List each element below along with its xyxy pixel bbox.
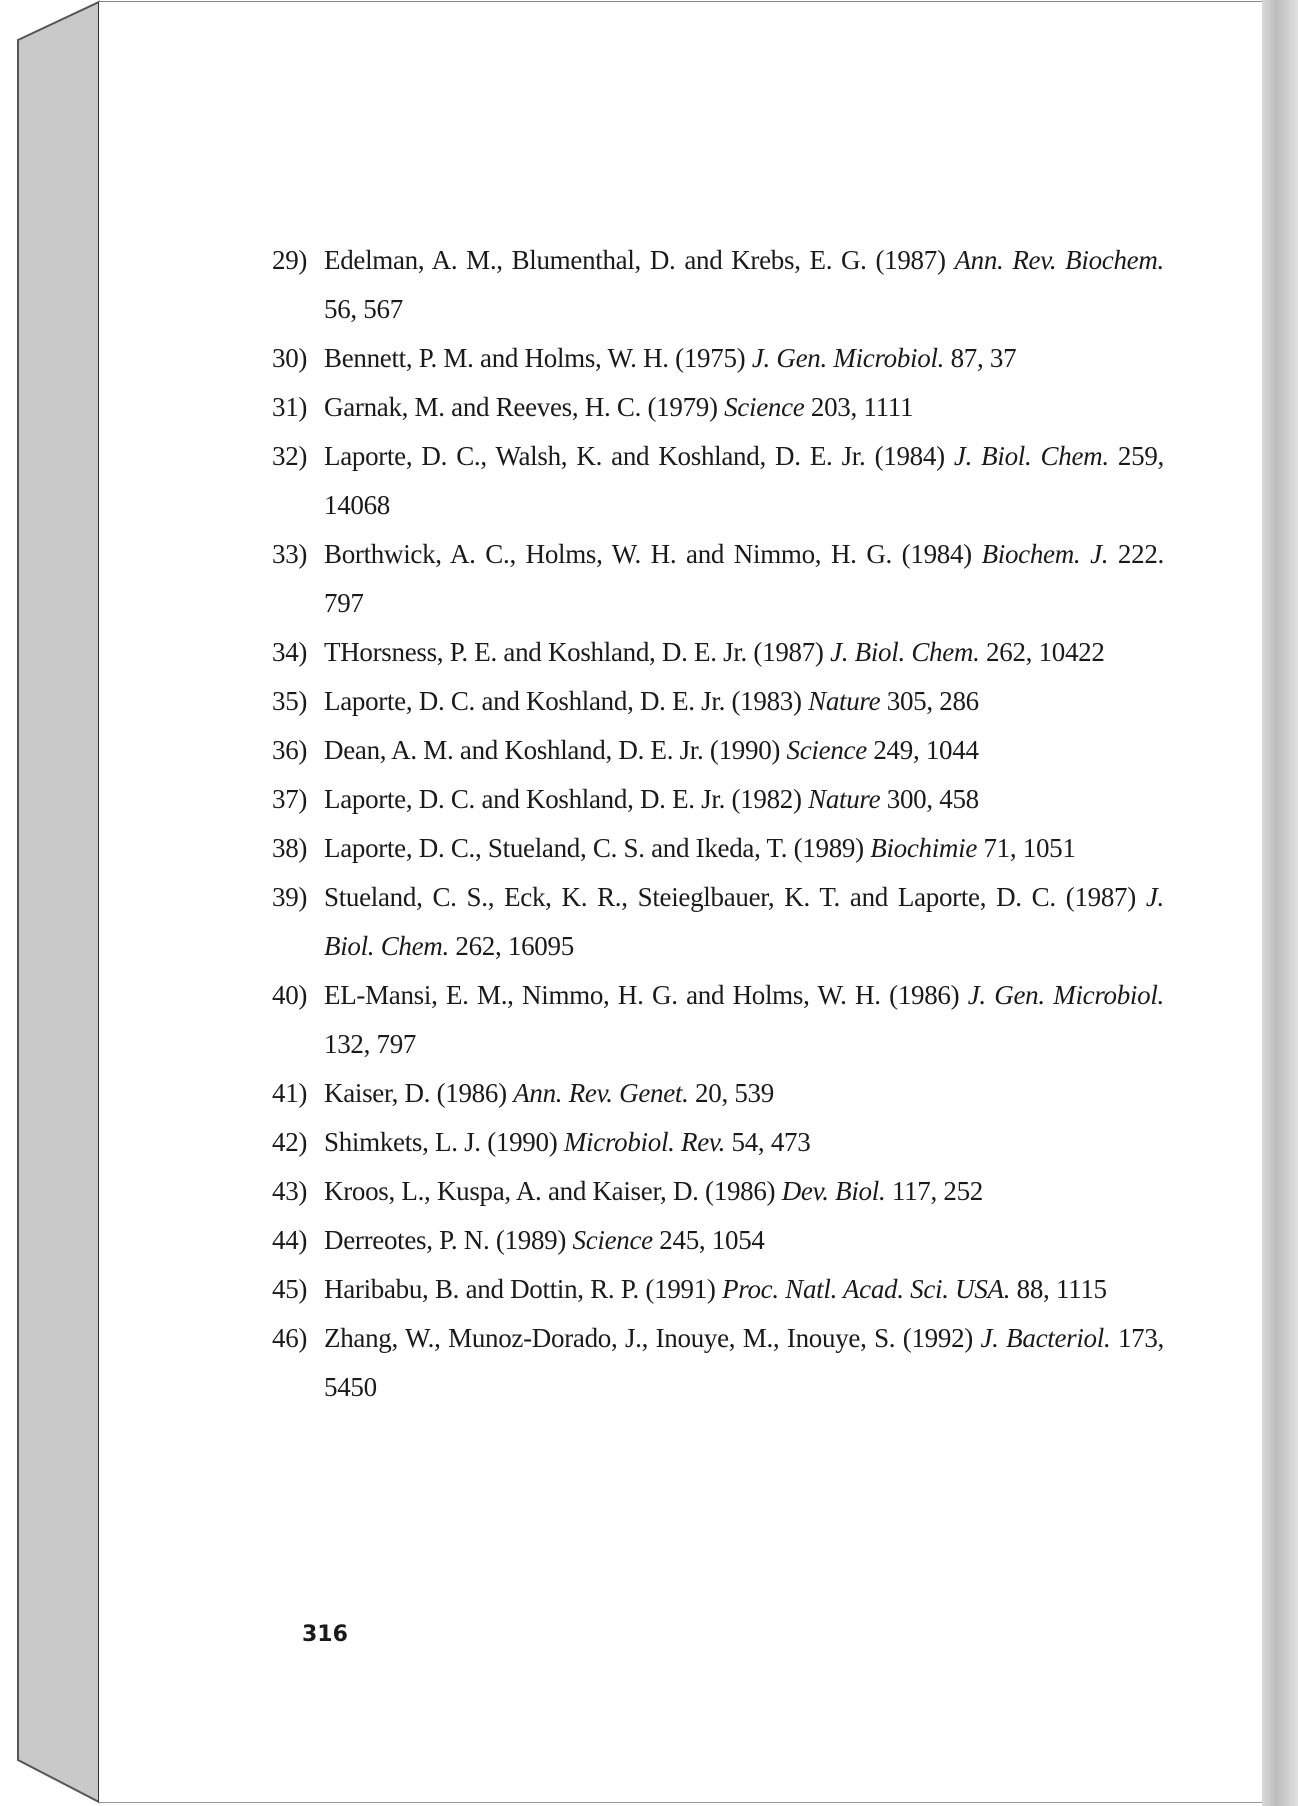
reference-journal: Microbiol. Rev.	[563, 1127, 726, 1157]
reference-item	[272, 1314, 1164, 1412]
reference-text	[324, 1225, 765, 1255]
reference-journal: Nature	[808, 686, 881, 716]
reference-authors: Haribabu, B. and Dottin, R. P. (1991)	[324, 1274, 723, 1304]
reference-text	[324, 392, 913, 422]
reference-number: 33)	[272, 539, 308, 569]
reference-volume-pages: 56, 567	[324, 294, 403, 324]
reference-journal: Science	[572, 1225, 653, 1255]
reference-number: 35)	[272, 686, 308, 716]
reference-journal: J. Biol. Chem.	[324, 882, 1164, 961]
reference-text	[324, 1127, 810, 1157]
reference-authors: Bennett, P. M. and Holms, W. H. (1975)	[324, 343, 752, 373]
reference-journal: J. Bacteriol.	[980, 1323, 1111, 1353]
reference-number: 30)	[272, 343, 308, 373]
reference-volume-pages: 117, 252	[885, 1176, 983, 1206]
reference-authors: Edelman, A. M., Blumenthal, D. and Krebs, E. G. (1987)	[324, 245, 955, 275]
reference-authors: Borthwick, A. C., Holms, W. H. and Nimmo, H. G. (1984)	[324, 539, 982, 569]
reference-item	[272, 432, 1164, 530]
reference-journal: Proc. Natl. Acad. Sci. USA.	[722, 1274, 1011, 1304]
reference-journal: Nature	[808, 784, 881, 814]
reference-authors: Dean, A. M. and Koshland, D. E. Jr. (1990)	[324, 735, 787, 765]
reference-item	[272, 1216, 1164, 1265]
reference-journal: Science	[786, 735, 867, 765]
reference-text	[324, 833, 1076, 863]
reference-authors: Stueland, C. S., Eck, K. R., Steieglbauer, K. T. and Laporte, D. C. (1987)	[324, 882, 1146, 912]
reference-text	[324, 245, 1164, 324]
reference-volume-pages: 262, 10422	[979, 637, 1105, 667]
reference-volume-pages: 305, 286	[880, 686, 979, 716]
reference-item	[272, 677, 1164, 726]
reference-item	[272, 1118, 1164, 1167]
reference-volume-pages: 245, 1054	[652, 1225, 765, 1255]
reference-volume-pages: 222. 797	[324, 539, 1164, 618]
reference-volume-pages: 203, 1111	[804, 392, 914, 422]
reference-number: 39)	[272, 882, 308, 912]
reference-journal: Dev. Biol.	[781, 1176, 886, 1206]
reference-authors: Shimkets, L. J. (1990)	[324, 1127, 564, 1157]
reference-number: 32)	[272, 441, 308, 471]
reference-text	[324, 1078, 774, 1108]
reference-number: 40)	[272, 980, 308, 1010]
reference-number: 37)	[272, 784, 308, 814]
reference-authors: Kaiser, D. (1986)	[324, 1078, 514, 1108]
reference-item	[272, 530, 1164, 628]
reference-item	[272, 334, 1164, 383]
reference-number: 44)	[272, 1225, 308, 1255]
reference-list	[272, 236, 1164, 1412]
reference-text	[324, 1323, 1164, 1402]
reference-item	[272, 383, 1164, 432]
reference-volume-pages: 132, 797	[324, 1029, 417, 1059]
reference-authors: Laporte, D. C., Walsh, K. and Koshland, D. E. Jr. (1984)	[324, 441, 954, 471]
reference-journal: Biochem. J.	[981, 539, 1109, 569]
reference-journal: Biochimie	[870, 833, 978, 863]
reference-authors: Garnak, M. and Reeves, H. C. (1979)	[324, 392, 725, 422]
reference-number: 36)	[272, 735, 308, 765]
reference-volume-pages: 88, 1115	[1010, 1274, 1107, 1304]
reference-item	[272, 873, 1164, 971]
reference-number: 34)	[272, 637, 308, 667]
reference-item	[272, 1167, 1164, 1216]
reference-text	[324, 735, 979, 765]
reference-text	[324, 686, 979, 716]
reference-number: 42)	[272, 1127, 308, 1157]
reference-authors: EL-Mansi, E. M., Nimmo, H. G. and Holms, W. H. (1986)	[324, 980, 968, 1010]
reference-number: 38)	[272, 833, 308, 863]
reference-item	[272, 824, 1164, 873]
reference-text	[324, 1274, 1107, 1304]
reference-authors: THorsness, P. E. and Koshland, D. E. Jr. (1987)	[324, 637, 831, 667]
reference-number: 41)	[272, 1078, 308, 1108]
reference-volume-pages: 54, 473	[725, 1127, 811, 1157]
reference-text	[324, 539, 1164, 618]
page-number: 316	[302, 1622, 348, 1647]
reference-item	[272, 1069, 1164, 1118]
reference-volume-pages: 173, 5450	[324, 1323, 1164, 1402]
reference-number: 46)	[272, 1323, 308, 1353]
reference-number: 31)	[272, 392, 308, 422]
reference-authors: Laporte, D. C., Stueland, C. S. and Ikeda, T. (1989)	[324, 833, 871, 863]
reference-item	[272, 726, 1164, 775]
reference-item	[272, 775, 1164, 824]
reference-item	[272, 628, 1164, 677]
reference-journal: J. Biol. Chem.	[830, 637, 980, 667]
reference-text	[324, 882, 1164, 961]
reference-journal: J. Gen. Microbiol.	[751, 343, 945, 373]
reference-volume-pages: 249, 1044	[866, 735, 979, 765]
reference-volume-pages: 259, 14068	[324, 441, 1164, 520]
reference-volume-pages: 300, 458	[880, 784, 979, 814]
reference-journal: Ann. Rev. Biochem.	[954, 245, 1164, 275]
reference-item	[272, 236, 1164, 334]
reference-volume-pages: 87, 37	[944, 343, 1017, 373]
reference-text	[324, 343, 1016, 373]
reference-text	[324, 980, 1164, 1059]
reference-item	[272, 971, 1164, 1069]
reference-volume-pages: 20, 539	[688, 1078, 774, 1108]
reference-item	[272, 1265, 1164, 1314]
reference-text	[324, 784, 979, 814]
reference-journal: J. Biol. Chem.	[953, 441, 1109, 471]
reference-text	[324, 1176, 983, 1206]
reference-authors: Laporte, D. C. and Koshland, D. E. Jr. (1982)	[324, 784, 809, 814]
reference-journal: Ann. Rev. Genet.	[513, 1078, 689, 1108]
reference-number: 29)	[272, 245, 308, 275]
reference-number: 43)	[272, 1176, 308, 1206]
reference-text	[324, 441, 1164, 520]
reference-text	[324, 637, 1105, 667]
reference-volume-pages: 262, 16095	[448, 931, 574, 961]
reference-journal: J. Gen. Microbiol.	[967, 980, 1164, 1010]
reference-authors: Derreotes, P. N. (1989)	[324, 1225, 573, 1255]
reference-number: 45)	[272, 1274, 308, 1304]
page-edge-shadow	[1262, 0, 1298, 1806]
reference-authors: Zhang, W., Munoz-Dorado, J., Inouye, M., Inouye, S. (1992)	[324, 1323, 981, 1353]
reference-authors: Kroos, L., Kuspa, A. and Kaiser, D. (1986)	[324, 1176, 782, 1206]
reference-volume-pages: 71, 1051	[977, 833, 1076, 863]
reference-journal: Science	[724, 392, 805, 422]
reference-authors: Laporte, D. C. and Koshland, D. E. Jr. (1983)	[324, 686, 809, 716]
